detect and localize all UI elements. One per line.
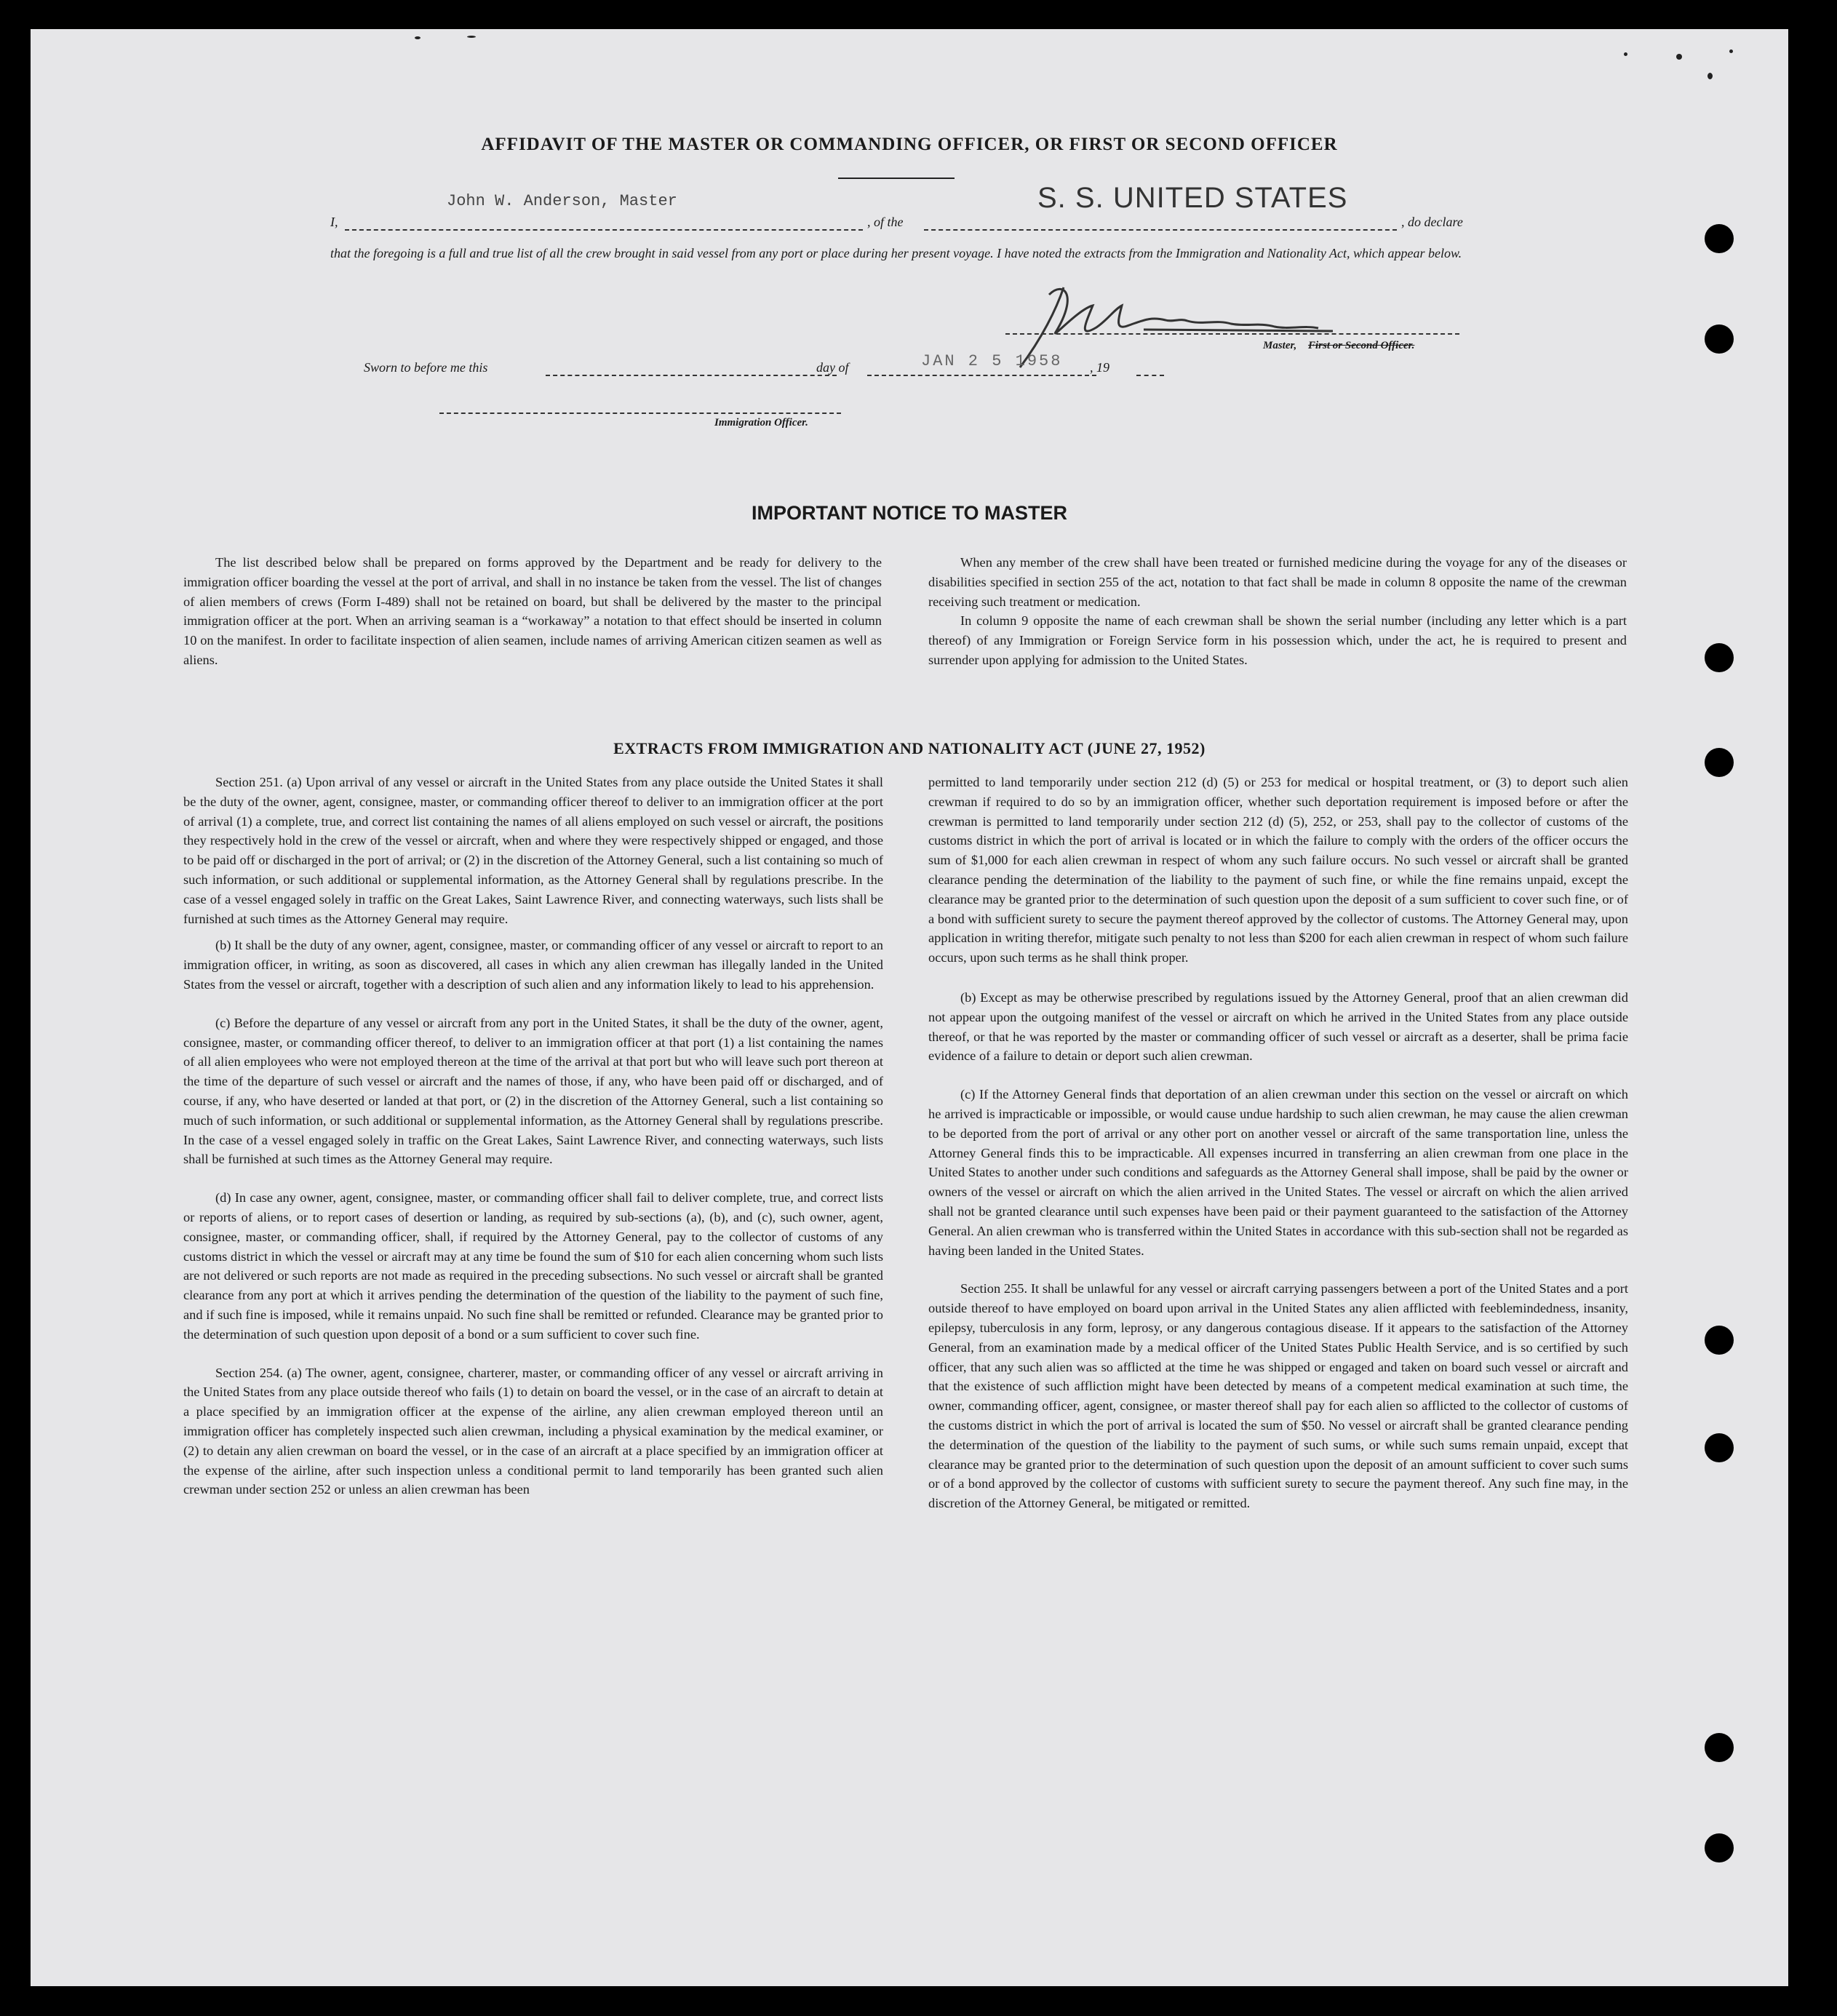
notice-right-paragraph-1: When any member of the crew shall have been treated or furnished medicine during the voyage for any of the diseases or disabilities specified in section 255 of the act, notation to that fact shall be made in column 8 opposite the name of the crewman receiving such treatment or medication. (928, 555, 1627, 609)
extracts-right-column (928, 773, 1628, 1521)
scan-speck (467, 36, 476, 38)
extracts-title: EXTRACTS FROM IMMIGRATION AND NATIONALITY ACT (JUNE 27, 1952) (613, 739, 1206, 757)
section-254-a-cont: permitted to land temporarily under section 212 (d) (5) or 253 for medical or hospital treatment, or (3) to deport such alien crewman if required to do so by an immigration officer, whether such deportation requirement is imposed before or after the crewman is permitted to land temporarily under section 212 (d) (5), 252, or 253, shall pay to the collector of customs of the customs district in which the port of arrival is located or in which the failure to comply with the orders of the officer occurs the sum of $1,000 for each alien crewman in respect of whom any such failure occurs. No such vessel or aircraft shall be granted clearance pending the determination of the liability to the payment of such fine, or while the fine remains unpaid, except the clearance may be granted prior to the determination of such question upon the deposit of a sum sufficient to cover such fine, or of a bond with sufficient surety to secure the payment thereof approved by the collector of customs. The Attorney General may, upon application in writing therefor, mitigate such penalty to not less than $200 for each alien crewman in respect of whom such failure occurs, upon such terms as he shall think proper. (928, 775, 1628, 965)
of-the-label: , of the (867, 215, 904, 229)
section-251-a: Section 251. (a) Upon arrival of any vessel or aircraft in the United States from any place outside the United States it shall be the duty of the owner, agent, consignee, master, or commanding officer thereof to deliver to an immigration officer at the port of arrival (1) a complete, true, and correct list containing the names of all aliens employed on such vessel or aircraft, the positions they respectively hold in the crew of the vessel or aircraft, when and where they were respectively shipped or engaged, and those to be paid off or discharged in the port of arrival; or (2) in the discretion of the Attorney General, such a list containing so much of such information, or such additional or supplemental information, as the Attorney General shall by regulations prescribe. In the case of a vessel engaged solely in traffic on the Great Lakes, Saint Lawrence River, and connecting waterways, such lists shall be furnished at such times as the Attorney General may require. (183, 775, 883, 926)
punch-hole (1705, 324, 1734, 354)
day-of-label: day of (816, 360, 849, 375)
immigration-officer-line (439, 413, 841, 414)
punch-hole (1705, 643, 1734, 672)
punch-hole (1705, 1733, 1734, 1762)
date-stamp: JAN 2 5 1958 (921, 352, 1063, 370)
scan-speck (415, 36, 421, 39)
scan-speck (1708, 73, 1713, 79)
notice-left-paragraph: The list described below shall be prepared on forms approved by the Department and be ready for delivery to the immigration officer boarding the vessel at the port of arrival, and shall in no instance be taken from the vessel. The list of changes of alien members of crews (Form I-489) shall not be retained on board, but shall be delivered by the master to the principal immigration officer at the port. When an arriving seaman is a “workaway” a notation to that effect should be inserted in column 10 on the manifest. In order to facilitate inspection of alien seamen, include names of arriving American citizen seamen as well as aliens. (183, 555, 882, 667)
sworn-month-line (867, 375, 1096, 376)
ship-name: S. S. UNITED STATES (1037, 182, 1348, 214)
immigration-officer-caption: Immigration Officer. (714, 417, 808, 429)
signature-caption-master: Master, (1263, 340, 1297, 351)
notice-title: IMPORTANT NOTICE TO MASTER (752, 502, 1067, 524)
notice-left-column (183, 553, 882, 677)
scan-speck (1676, 54, 1682, 60)
document-page (31, 29, 1788, 1986)
extracts-left-column (183, 773, 883, 1507)
section-254-a: Section 254. (a) The owner, agent, consignee, charterer, master, or commanding officer of any vessel or aircraft arriving in the United States from any place outside thereof who fails (1) to detain on board the vessel, or in the case of an aircraft to detain at a place specified by an immigration officer at the expense of the airline, any alien crewman employed thereon until an immigration officer has completely inspected such alien crewman, including a physical examination by the medical examiner, or (2) to detain any alien crewman on board the vessel, or in the case of an aircraft at a place specified by an immigration officer at the expense of the airline, after such inspection unless a conditional permit to land temporarily has been granted such alien crewman under section 252 or unless an alien crewman has been (183, 1365, 883, 1497)
section-255: Section 255. It shall be unlawful for any vessel or aircraft carrying passengers between a port of the United States and a port outside thereof to have employed on board upon arrival in the United States any alien afflicted with feeblemindedness, insanity, epilepsy, tuberculosis in any form, leprosy, or any dangerous contagious disease. If it appears to the satisfaction of the Attorney General, from an examination made by a medical officer of the United States Public Health Service, and is so certified by such officer, that any such alien was so afflicted at the time he was shipped or engaged and taken on board such vessel or aircraft and that the existence of such affliction might have been detected by means of a competent medical examination at such time, the owner, commanding officer, agent, consignee, or master thereof shall pay for each alien so afflicted to the collector of customs of the customs district in which the port of arrival is located the sum of $50. No vessel or aircraft shall be granted clearance pending the determination of the question of the liability to the payment of such sums, or while such sums remain unpaid, except that clearance may be granted prior to the determination of such question upon the deposit of an amount sufficient to cover such sums or of a bond approved by the collector of customs with sufficient surety to secure the payment thereof. Any such fine may, in the discretion of the Attorney General, be mitigated or remitted. (928, 1281, 1628, 1511)
signature-caption-struck: First or Second Officer. (1308, 340, 1415, 351)
section-251-d: (d) In case any owner, agent, consignee, master, or commanding officer shall fail to deliver complete, true, and correct lists or reports of aliens, or to report cases of desertion or landing, as required by sub-sections (a), (b), and (c), such owner, agent, consignee, master, or commanding officer, shall, if required by the Attorney General, pay to the collector of customs of any customs district in which the vessel or aircraft may at any time be found the sum of $10 for each alien concerning whom such lists are not delivered or such reports are not made as required in the preceding subsections. No such vessel or aircraft shall be granted clearance from any port at which it arrives pending the determination of the question of the liability to the payment of such fine, and if such fine is imposed, while it remains unpaid. No such fine shall be remitted or refunded. Clearance may be granted prior to the determination of such question upon deposit of a bond or a sum sufficient to cover such fine. (183, 1190, 883, 1342)
declaration-text: that the foregoing is a full and true list of all the crew brought in said vessel from any port or place during her present voyage. I have noted the extracts from the Immigration and Nationality Act, which appear below. (330, 246, 1462, 260)
punch-hole (1705, 1433, 1734, 1462)
section-254-b: (b) Except as may be otherwise prescribed by regulations issued by the Attorney General, proof that an alien crewman did not appear upon the outgoing manifest of the vessel or aircraft on which he arrived in the United States from any place outside thereof, or that he was reported by the master or commanding officer of such vessel or aircraft as a deserter, shall be prima facie evidence of a failure to detain or deport such alien crewman. (928, 989, 1628, 1064)
sworn-label: Sworn to before me this (364, 360, 488, 375)
master-name-typed: John W. Anderson, Master (447, 192, 677, 210)
section-254-c: (c) If the Attorney General finds that deportation of an alien crewman under this section on the vessel or aircraft on which he arrived is impracticable or impossible, or would cause undue hardship to such alien crewman, he may cause the alien crewman to be deported from the port of arrival or any other port on another vessel or aircraft of the same transportation line, unless the Attorney General finds this to be impracticable. All expenses incurred in transferring an alien crewman from one place in the United States to another under such conditions and safeguards as the Attorney General shall impose, shall be paid by the owner or owners of the vessel or aircraft on which the alien arrived in the United States. The vessel or aircraft on which the alien arrived shall not be granted clearance until such expenses have been paid or their payment guaranteed to the satisfaction of the Attorney General. An alien crewman who is transferred within the United States in accordance with this sub-section shall not be regarded as having been landed in the United States. (928, 1087, 1628, 1258)
punch-hole (1705, 224, 1734, 253)
year-label: , 19 (1090, 360, 1109, 375)
punch-hole (1705, 1326, 1734, 1355)
section-251-b: (b) It shall be the duty of any owner, agent, consignee, master, or commanding officer of any vessel or aircraft to report to an immigration officer, in writing, as soon as discovered, all cases in which any alien crewman has illegally landed in the United States from the vessel or aircraft, together with a description of such alien and any information likely to lead to his apprehension. (183, 938, 883, 992)
notice-right-paragraph-2: In column 9 opposite the name of each crewman shall be shown the serial number (including any letter which is a part thereof) of any Immigration or Foreign Service form in his possession which, under the act, he is required to present and surrender upon applying for admission to the United States. (928, 613, 1627, 667)
ship-field-line (924, 229, 1397, 231)
scan-speck (1729, 49, 1733, 53)
scan-speck (1624, 52, 1627, 56)
affidavit-i-label: I, (330, 215, 338, 229)
sworn-day-line (546, 375, 837, 376)
notice-right-column (928, 553, 1627, 677)
affidavit-title: AFFIDAVIT OF THE MASTER OR COMMANDING OFFICER, OR FIRST OR SECOND OFFICER (481, 135, 1338, 154)
name-field-line (345, 229, 863, 231)
title-rule (838, 178, 955, 179)
sworn-year-line (1136, 375, 1164, 376)
punch-hole (1705, 1833, 1734, 1862)
do-declare-label: , do declare (1401, 215, 1463, 229)
signature-line (1005, 333, 1459, 335)
section-251-c: (c) Before the departure of any vessel or aircraft from any port in the United States, it shall be the duty of the owner, agent, consignee, master, or commanding officer thereof, to deliver to an immigration officer at that port (1) a list containing the names of all alien employees who were not employed thereon at the time of the arrival at that port but who will leave such port thereon at the time of the departure of such vessel or aircraft and the names of those, if any, who have been paid off or discharged, and of course, if any, who have deserted or landed at that port, or (2) in the discretion of the Attorney General, such a list containing so much of such information, or such additional or supplemental information, as the Attorney General shall by regulations prescribe. In the case of a vessel engaged solely in traffic on the Great Lakes, Saint Lawrence River, and connecting waterways, such lists shall be furnished at such times as the Attorney General may require. (183, 1015, 883, 1167)
